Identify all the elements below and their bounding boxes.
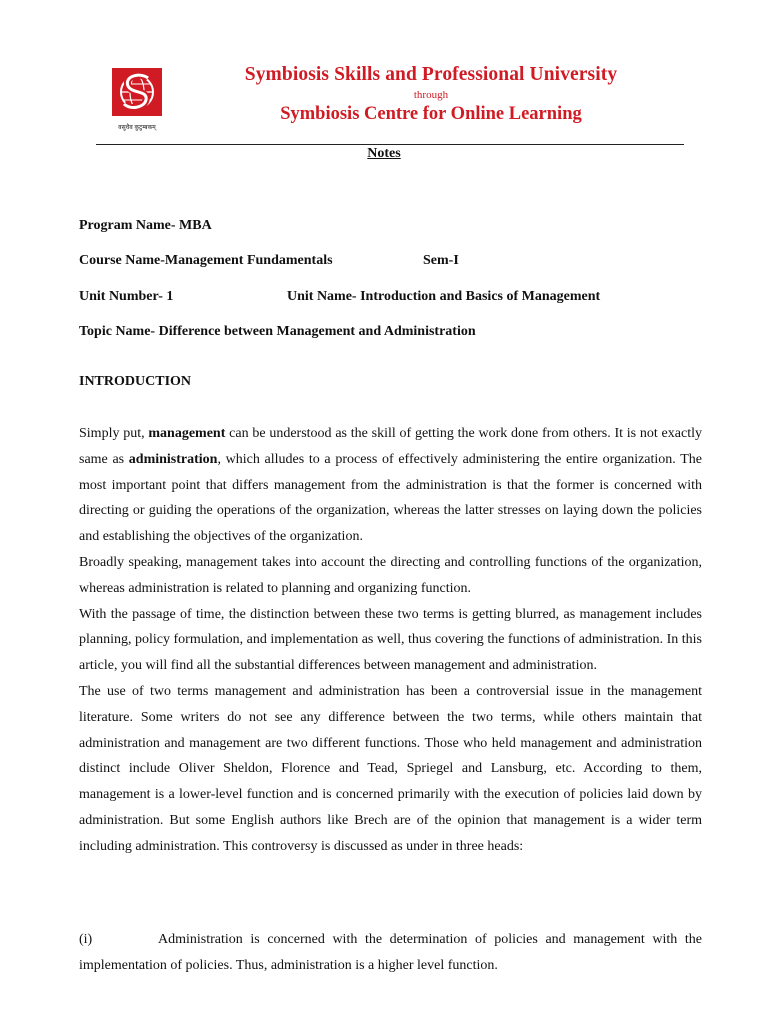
point-1-number: (i) — [79, 932, 93, 947]
unit-row — [79, 288, 601, 306]
program-name: Program Name- MBA — [79, 218, 212, 233]
unit-number: Unit Number- 1 — [79, 289, 174, 304]
unit-name: Unit Name- Introduction and Basics of Management — [287, 289, 601, 304]
p1-text-c: can be understood as the skill of getting the work done from others. It is not exactly same as — [79, 426, 702, 467]
university-name: Symbiosis Skills and Professional University — [244, 64, 618, 85]
paragraph-2: Broadly speaking, management takes into account the directing and controlling functions of the organization, whereas administration is related to planning and organizing function. — [79, 554, 702, 596]
topic-name: Topic Name- Difference between Management and Administration — [79, 324, 476, 339]
paragraph-4: The use of two terms management and administration has been a controversial issue in the management literature. Some writers do not see any difference between the two terms, while others maintain that administration and management are two different functions. Those who held management and administration distinct include Oliver Sheldon, Florence and Tead, Spriegel and Lansburg, etc. According to them, management is a lower-level function and is concerned primarily with the execution of policies laid down by administration. But some English authors like Brech are of the opinion that management is a wider term including administration. This controversy is discussed as under in three heads: — [79, 683, 702, 854]
header-titles — [176, 56, 686, 126]
course-name: Course Name-Management Fundamentals — [79, 253, 333, 268]
semester: Sem-I — [423, 253, 459, 268]
logo-motto: वसुधैव कुटुम्बकम् — [118, 124, 156, 131]
notes-title: Notes — [367, 146, 401, 161]
university-logo-icon — [104, 62, 170, 134]
centre-name: Symbiosis Centre for Online Learning — [280, 104, 582, 124]
p1-text-a: Simply put, — [79, 426, 149, 441]
introduction-body — [79, 421, 702, 860]
paragraph-1 — [79, 421, 702, 550]
paragraph-3: With the passage of time, the distinction between these two terms is getting blurred, as management includes planning, policy formulation, and implementation as well, thus covering the functions of administration. In this article, you will find all the substantial differences between management and administration. — [79, 606, 702, 674]
term-administration: administration — [128, 451, 218, 467]
point-1-text: Administration is concerned with the determination of policies and management with the implementation of policies. Thus, administration is a higher level function. — [79, 932, 702, 973]
point-1 — [79, 927, 702, 979]
header-divider — [96, 144, 684, 145]
page-header — [96, 56, 684, 144]
p1-text-e: , which alludes to a process of effectively administering the entire organization. The most important point that differs management from the administration is that the former is concerned with directing or guiding the operations of the organization, whereas the latter stresses on laying down the policies and establishing the objectives of the organization. — [79, 451, 702, 545]
course-row — [79, 252, 459, 270]
introduction-heading: INTRODUCTION — [79, 374, 192, 389]
through-label: through — [413, 89, 449, 101]
term-management: management — [148, 426, 226, 441]
